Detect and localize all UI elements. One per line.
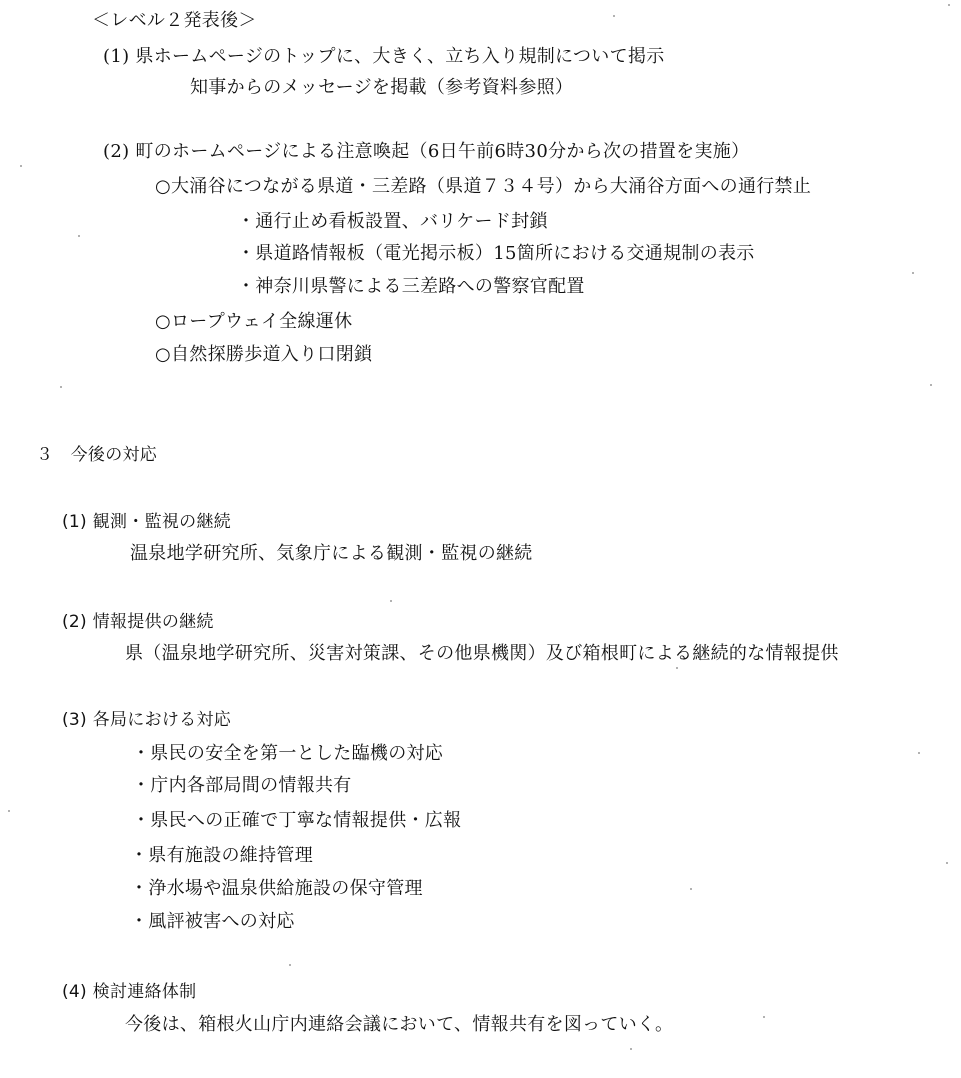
scan-speck [918,752,920,754]
scan-speck [946,862,948,864]
level2-heading: ＜レベル２発表後＞ [92,10,257,31]
measure-trail: ○自然探勝歩道入り口閉鎖 [155,344,373,365]
scan-speck [60,386,62,388]
scan-speck [763,1016,765,1018]
scan-speck [676,667,678,669]
measure-road-closure: ○大涌谷につながる県道・三差路（県道７３４号）から大涌谷方面への通行禁止 [155,176,812,197]
s3-list-item: ・浄水場や温泉供給施設の保守管理 [130,878,423,899]
scan-speck [390,600,392,602]
section3-heading: ３ 今後の対応 [36,445,158,465]
scan-speck [78,235,80,237]
measure-ropeway: ○ロープウェイ全線運休 [155,311,353,332]
measure-detail-item: ・県道路情報板（電光掲示板）15箇所における交通規制の表示 [237,243,755,264]
s3-list-item: ・風評被害への対応 [130,911,295,932]
item1-title: (1) 県ホームページのトップに、大きく、立ち入り規制について掲示 [103,46,665,67]
measure-detail-item: ・神奈川県警による三差路への警察官配置 [237,276,585,297]
measure-detail-item: ・通行止め看板設置、バリケード封鎖 [237,211,548,232]
s3-list-item: ・県民への正確で丁寧な情報提供・広報 [132,810,462,831]
s3-title: (3) 各局における対応 [62,710,232,730]
item2-title: (2) 町のホームページによる注意喚起（6日午前6時30分から次の措置を実施） [103,141,750,162]
scan-speck [613,15,615,17]
scan-speck [630,1048,632,1050]
s1-body: 温泉地学研究所、気象庁による観測・監視の継続 [130,543,533,564]
scan-speck [8,810,10,812]
scan-speck [948,4,950,6]
s4-title: (4) 検討連絡体制 [62,982,197,1002]
s3-list-item: ・県有施設の維持管理 [130,845,313,866]
scan-speck [930,384,932,386]
s1-title: (1) 観測・監視の継続 [62,512,232,532]
s2-body: 県（温泉地学研究所、災害対策課、その他県機関）及び箱根町による継続的な情報提供 [125,643,839,664]
scan-speck [912,272,914,274]
s3-list-item: ・県民の安全を第一とした臨機の対応 [132,743,444,764]
scan-speck [289,964,291,966]
scan-speck [20,165,22,167]
item1-sub: 知事からのメッセージを掲載（参考資料参照） [190,77,574,98]
scan-speck [690,888,692,890]
s3-list-item: ・庁内各部局間の情報共有 [132,775,352,796]
s2-title: (2) 情報提供の継続 [62,612,214,632]
s4-body: 今後は、箱根火山庁内連絡会議において、情報共有を図っていく。 [125,1014,674,1035]
